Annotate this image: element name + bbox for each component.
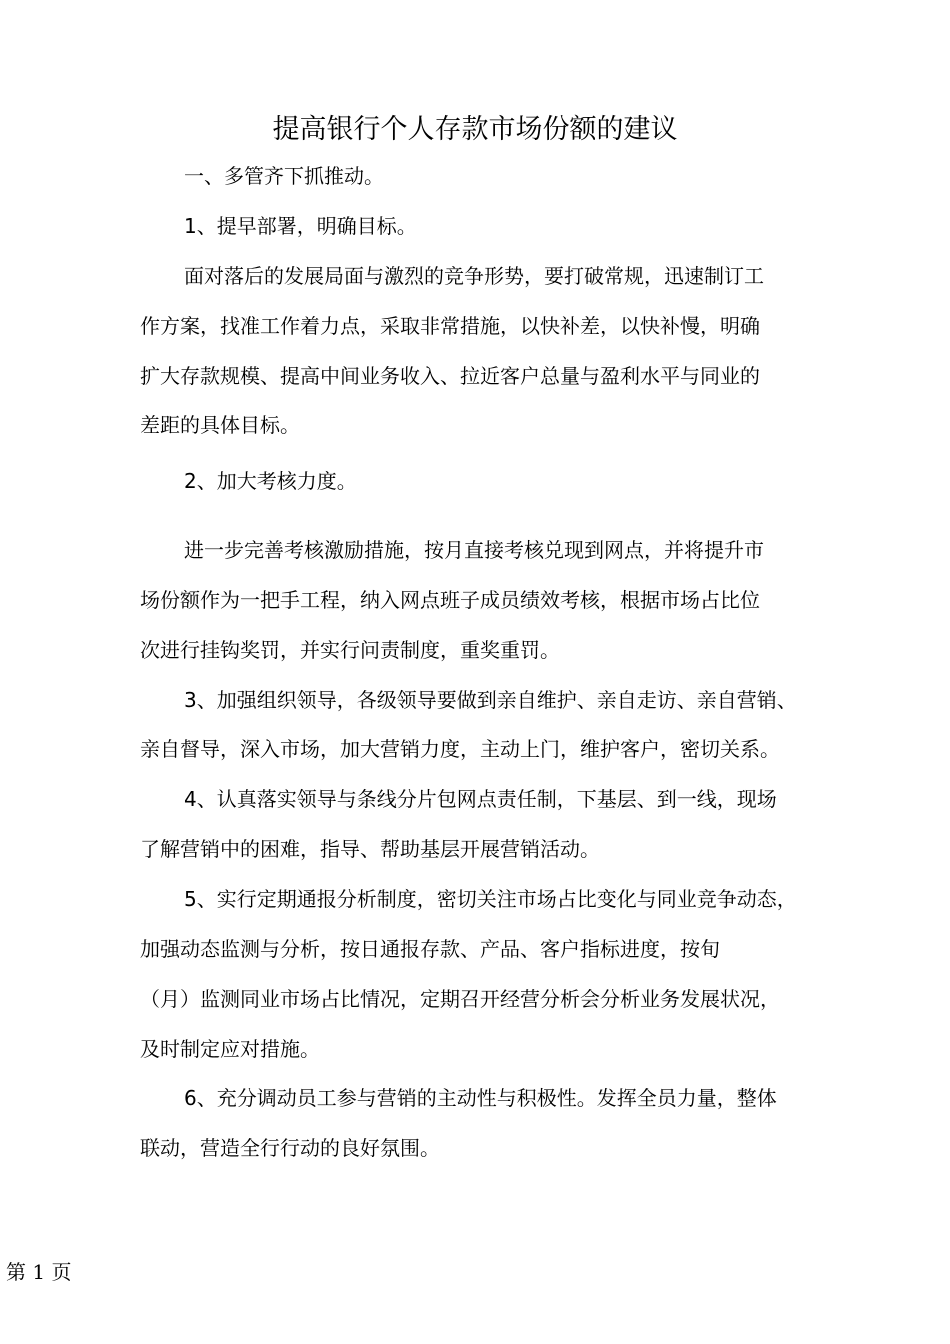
paragraph-line: 差距的具体目标。 <box>140 413 300 437</box>
paragraph-line: 作方案，找准工作着力点，采取非常措施，以快补差，以快补慢，明确 <box>140 314 760 338</box>
paragraph-line: 联动，营造全行行动的良好氛围。 <box>140 1136 440 1160</box>
subsection-heading: 1、提早部署，明确目标。 <box>184 214 417 238</box>
paragraph-line: 3、加强组织领导，各级领导要做到亲自维护、亲自走访、亲自营销、 <box>184 688 797 712</box>
paragraph-line: 5、实行定期通报分析制度，密切关注市场占比变化与同业竞争动态， <box>184 887 797 911</box>
paragraph-line: 进一步完善考核激励措施，按月直接考核兑现到网点，并将提升市 <box>184 538 764 562</box>
page-number: 第 1 页 <box>6 1260 72 1284</box>
paragraph-line: 及时制定应对措施。 <box>140 1037 320 1061</box>
subsection-heading: 2、加大考核力度。 <box>184 469 357 493</box>
paragraph-line: 加强动态监测与分析，按日通报存款、产品、客户指标进度，按旬 <box>140 937 720 961</box>
paragraph-line: 了解营销中的困难，指导、帮助基层开展营销活动。 <box>140 837 600 861</box>
paragraph-line: 扩大存款规模、提高中间业务收入、拉近客户总量与盈利水平与同业的 <box>140 364 760 388</box>
paragraph-line: 场份额作为一把手工程，纳入网点班子成员绩效考核，根据市场占比位 <box>140 588 760 612</box>
paragraph-line: （月）监测同业市场占比情况，定期召开经营分析会分析业务发展状况， <box>140 987 780 1011</box>
paragraph-line: 4、认真落实领导与条线分片包网点责任制，下基层、到一线，现场 <box>184 787 777 811</box>
section-heading: 一、多管齐下抓推动。 <box>184 164 384 188</box>
paragraph-line: 亲自督导，深入市场，加大营销力度，主动上门，维护客户，密切关系。 <box>140 737 780 761</box>
paragraph-line: 次进行挂钩奖罚，并实行问责制度，重奖重罚。 <box>140 638 560 662</box>
paragraph-line: 面对落后的发展局面与激烈的竞争形势，要打破常规，迅速制订工 <box>184 264 764 288</box>
document-title: 提高银行个人存款市场份额的建议 <box>272 114 678 145</box>
paragraph-line: 6、充分调动员工参与营销的主动性与积极性。发挥全员力量，整体 <box>184 1086 777 1110</box>
